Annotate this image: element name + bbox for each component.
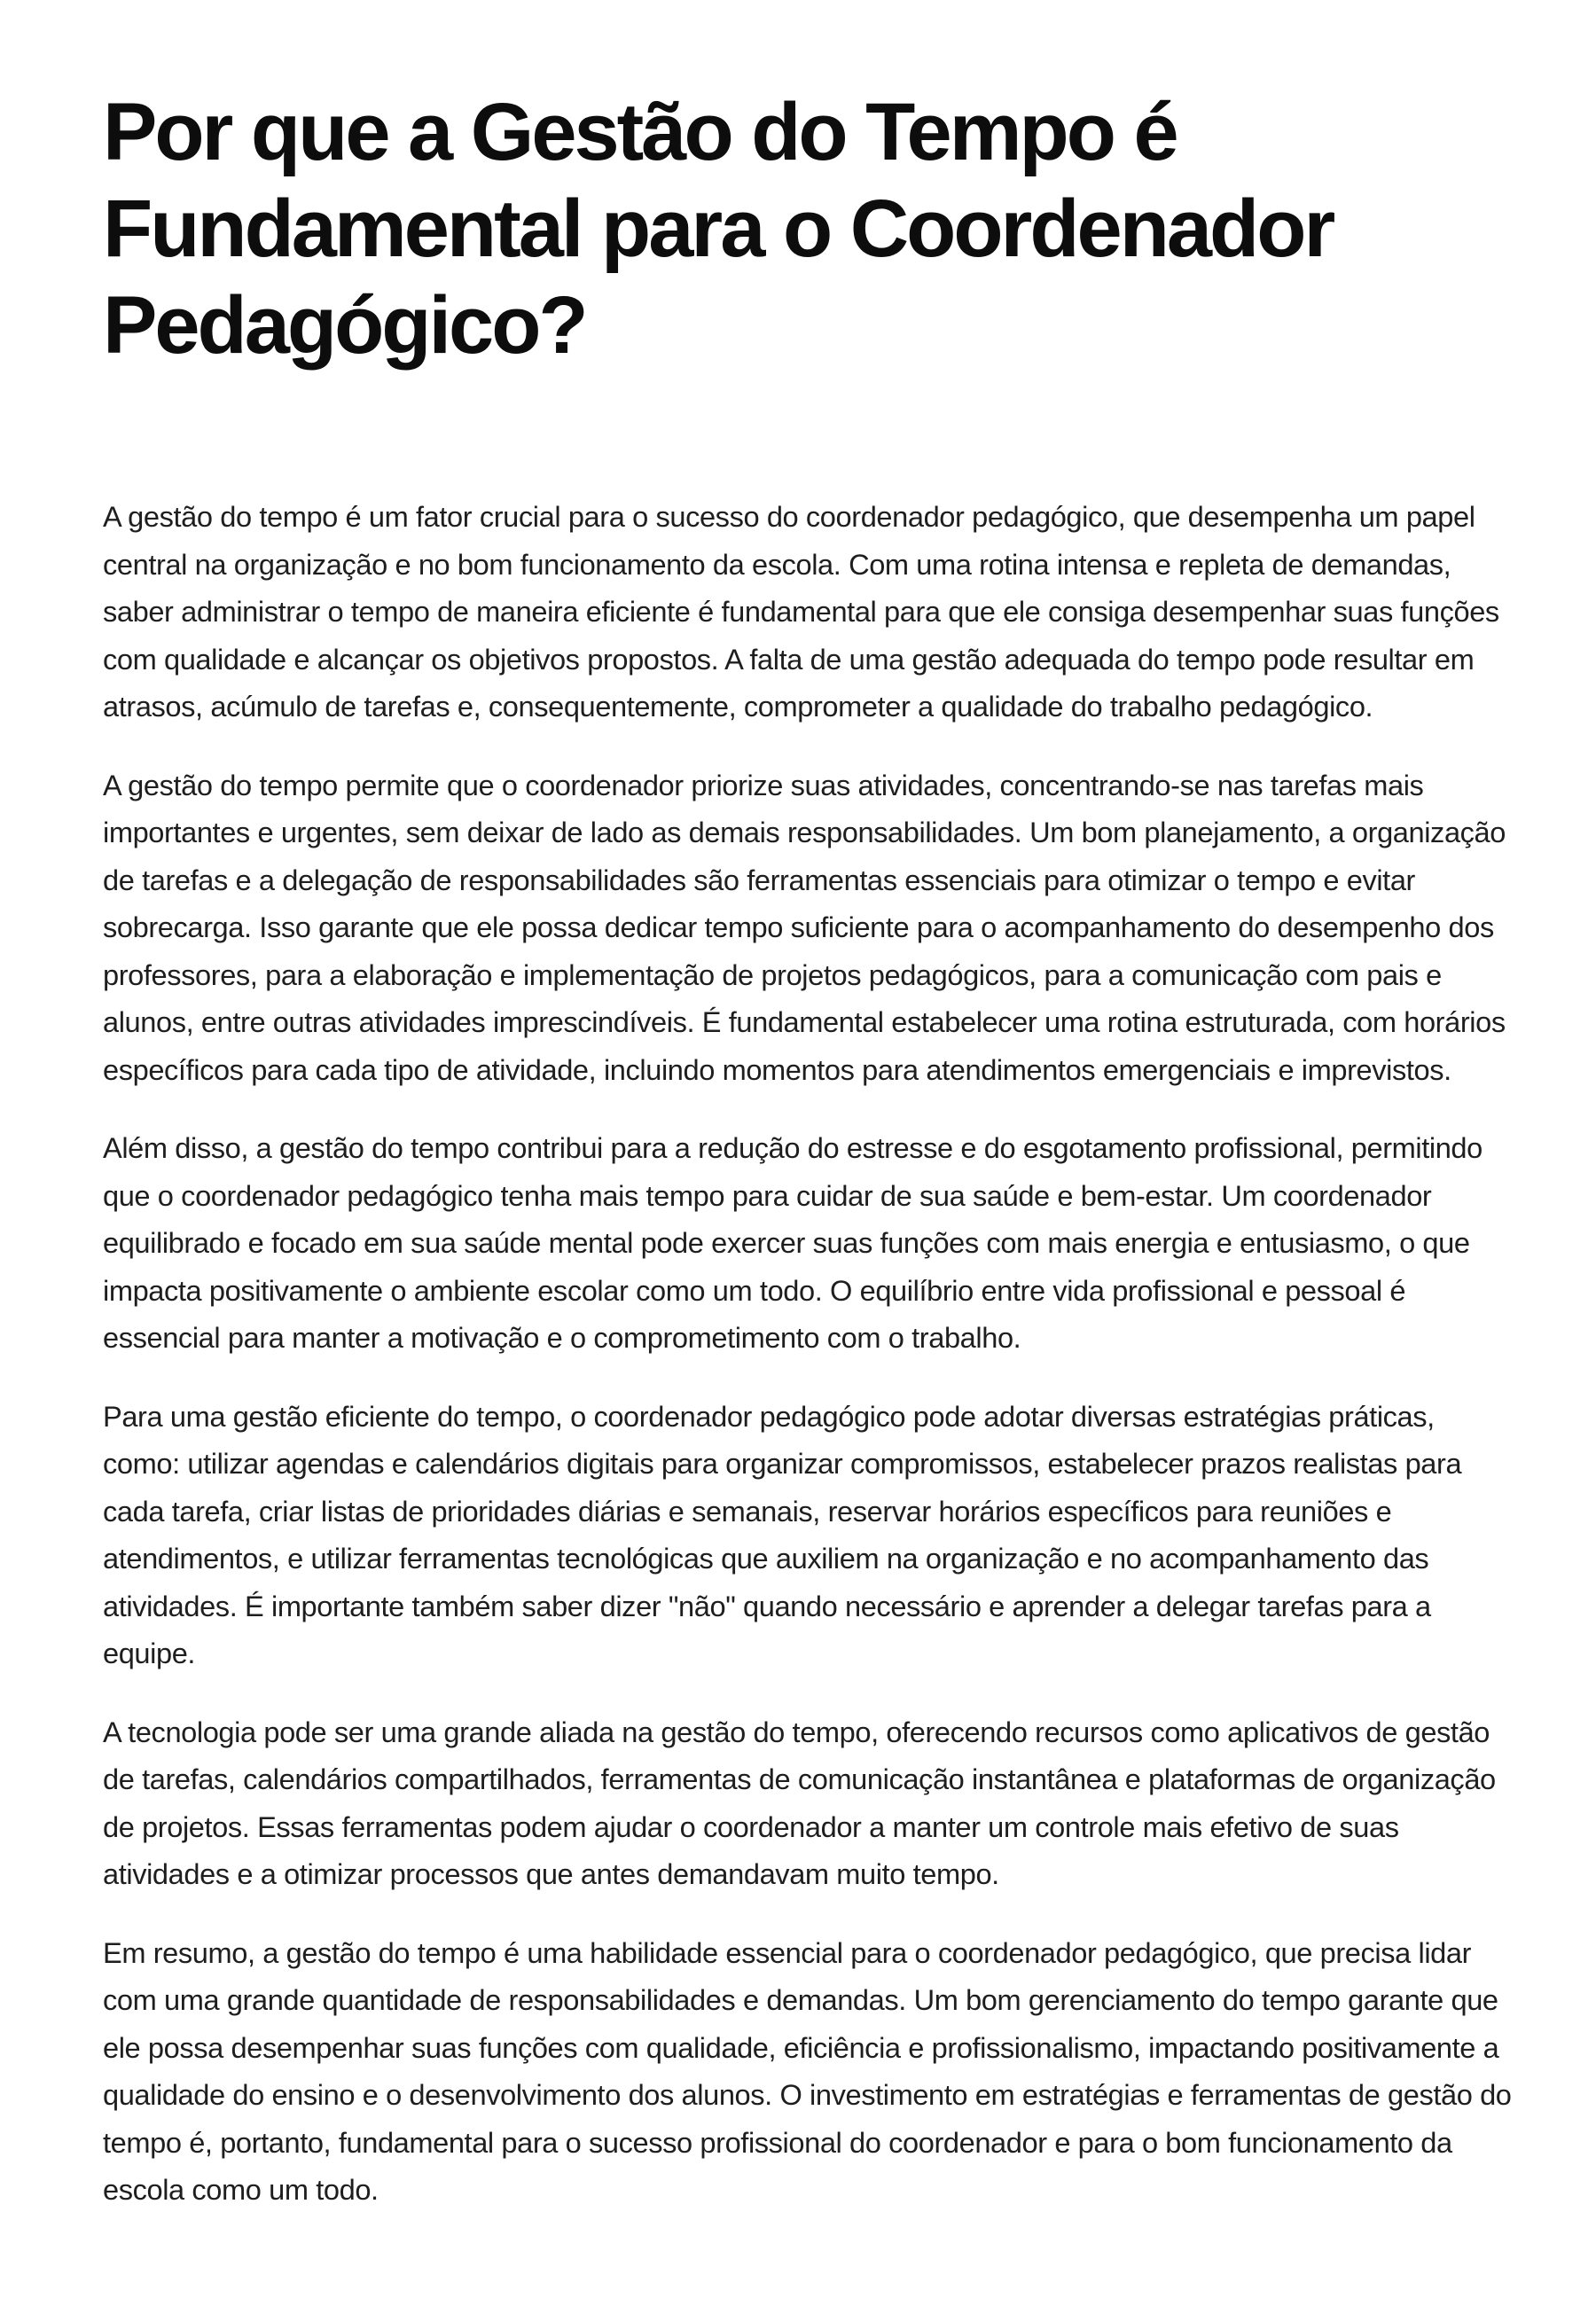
paragraph-priorities: A gestão do tempo permite que o coordenador priorize suas atividades, concentrando-se nas tarefas mais importantes e urgentes, sem deixar de lado as demais responsabilidades. Um bom planejamento, a organização de tarefas e a delegação de responsabilidades são ferramentas essenciais para otimizar o tempo e evitar sobrecarga. Isso garante que ele possa dedicar tempo suficiente para o acompanhamento do desempenho dos professores, para a elaboração e implementação de projetos pedagógicos, para a comunicação com pais e alunos, entre outras atividades imprescindíveis. É fundamental estabelecer uma rotina estruturada, com horários específicos para cada tipo de atividade, incluindo momentos para atendimentos emergenciais e imprevistos. xyxy=(103,768,1506,1086)
paragraph-wellbeing: Além disso, a gestão do tempo contribui para a redução do estresse e do esgotamento profissional, permitindo que o coordenador pedagógico tenha mais tempo para cuidar de sua saúde e bem-estar. Um coordenador equilibrado e focado em sua saúde mental pode exercer suas funções com mais energia e entusiasmo, o que impacta positivamente o ambiente escolar como um todo. O equilíbrio entre vida profissional e pessoal é essencial para manter a motivação e o comprometimento com o trabalho. xyxy=(103,1131,1483,1354)
document-page xyxy=(103,84,1513,2245)
article-body xyxy=(103,493,1513,2214)
page-title: Por que a Gestão do Tempo é Fundamental para o Coordenador Pedagógico? xyxy=(103,87,1334,371)
paragraph-intro: A gestão do tempo é um fator crucial para o sucesso do coordenador pedagógico, que desempenha um papel central na organização e no bom funcionamento da escola. Com uma rotina intensa e repleta de demandas, saber administrar o tempo de maneira eficiente é fundamental para que ele consiga desempenhar suas funções com qualidade e alcançar os objetivos propostos. A falta de uma gestão adequada do tempo pode resultar em atrasos, acúmulo de tarefas e, consequentemente, comprometer a qualidade do trabalho pedagógico. xyxy=(103,500,1499,723)
paragraph-summary: Em resumo, a gestão do tempo é uma habilidade essencial para o coordenador pedagógico, que precisa lidar com uma grande quantidade de responsabilidades e demandas. Um bom gerenciamento do tempo garante que ele possa desempenhar suas funções com qualidade, eficiência e profissionalismo, impactando positivamente a qualidade do ensino e o desenvolvimento dos alunos. O investimento em estratégias e ferramentas de gestão do tempo é, portanto, fundamental para o sucesso profissional do coordenador e para o bom funcionamento da escola como um todo. xyxy=(103,1935,1512,2206)
paragraph-technology: A tecnologia pode ser uma grande aliada na gestão do tempo, oferecendo recursos como aplicativos de gestão de tarefas, calendários compartilhados, ferramentas de comunicação instantânea e plataformas de organização de projetos. Essas ferramentas podem ajudar o coordenador a manter um controle mais efetivo de suas atividades e a otimizar processos que antes demandavam muito tempo. xyxy=(103,1715,1496,1890)
paragraph-strategies: Para uma gestão eficiente do tempo, o coordenador pedagógico pode adotar diversas estratégias práticas, como: utilizar agendas e calendários digitais para organizar compromissos, estabelecer prazos realistas para cada tarefa, criar listas de prioridades diárias e semanais, reservar horários específicos para reuniões e atendimentos, e utilizar ferramentas tecnológicas que auxiliem na organização e no acompanhamento das atividades. É importante também saber dizer "não" quando necessário e aprender a delegar tarefas para a equipe. xyxy=(103,1399,1462,1669)
